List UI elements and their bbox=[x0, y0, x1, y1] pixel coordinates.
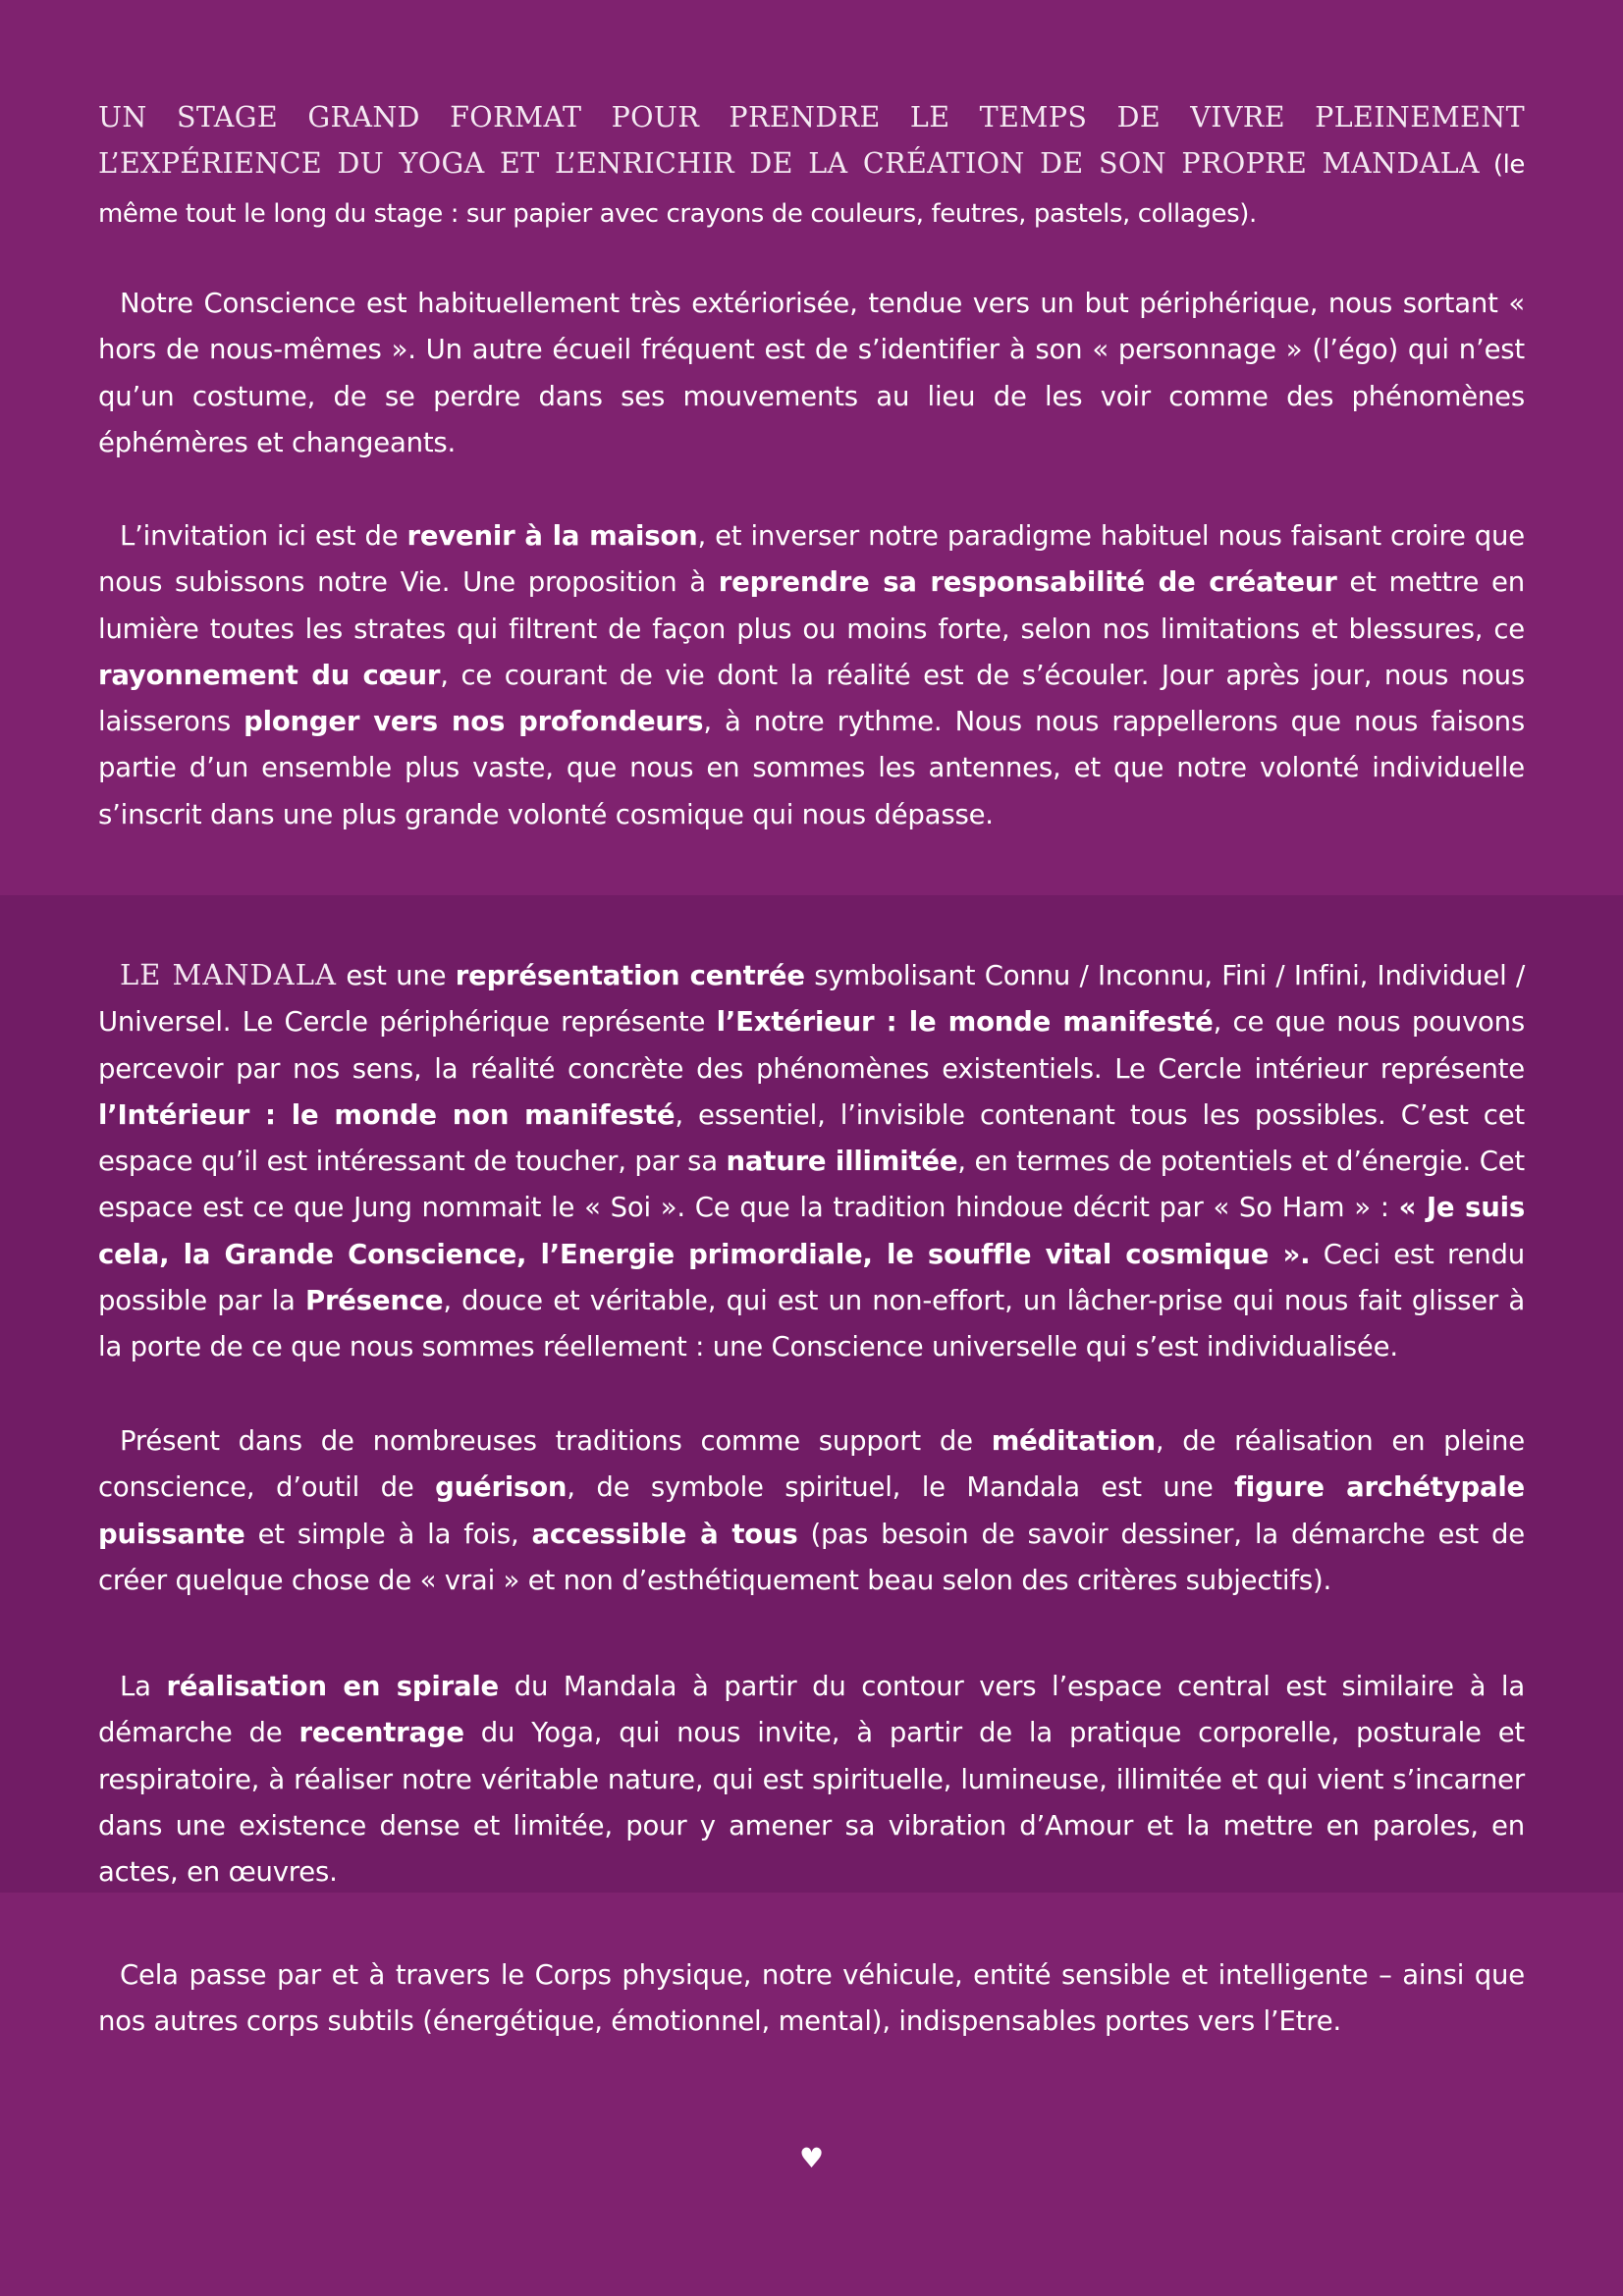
traditions-text-4: et simple à la fois, bbox=[244, 1518, 532, 1550]
invitation-text-1: L’invitation ici est de bbox=[120, 520, 407, 552]
conscience-text: Notre Conscience est habituellement très extériorisée, tendue vers un but périphérique, nous sortant « hors de nous-mêmes ». Un autre écueil fréquent est de s’identifier à son « personnage » (l’égo) qui n’est qu’un costume, de se perdre dans ses mouvements au lieu de les voir comme des phénomènes éphémères et changeants. bbox=[98, 288, 1525, 458]
spirale-text-2: du Mandala à partir du contour vers l’espace central est similaire à la démarche de bbox=[98, 1671, 1525, 1749]
invitation-bold-1: revenir à la maison bbox=[406, 520, 698, 552]
traditions-bold-4: accessible à tous bbox=[531, 1518, 798, 1550]
traditions-text-2: , de réalisation en pleine conscience, d’outil de bbox=[98, 1425, 1525, 1504]
invitation-text-2: , et inverser notre paradigme habituel nous faisant croire que nous subissons notre Vie. Une proposition à bbox=[98, 520, 1525, 599]
mandala-bold-1: représentation centrée bbox=[455, 960, 805, 991]
spirale-text-1: La bbox=[120, 1671, 167, 1702]
spirale-bold-1: réalisation en spirale bbox=[166, 1671, 500, 1702]
mandala-bold-2: l’Extérieur : le monde manifesté bbox=[716, 1006, 1214, 1039]
traditions-bold-3: figure archétypale puissante bbox=[98, 1471, 1525, 1550]
mandala-caps-title: LE MANDALA bbox=[120, 958, 337, 991]
traditions-text-5: (pas besoin de savoir dessiner, la démarche est de créer quelque chose de « vrai » et non d’esthétiquement beau selon des critères subjectifs). bbox=[98, 1518, 1525, 1596]
intro-caps-title: UN STAGE GRAND FORMAT POUR PRENDRE LE TEMPS DE VIVRE PLEINEMENT L’EXPÉRIENCE DU YOGA ET L’ENRICHIR DE LA CRÉATION DE SON PROPRE MANDALA bbox=[98, 101, 1525, 181]
corps-paragraph bbox=[98, 1952, 1525, 2046]
invitation-text-3: et mettre en lumière toutes les strates qui filtrent de façon plus ou moins forte, selon nos limitations et blessures, ce bbox=[98, 566, 1525, 645]
invitation-bold-4: plonger vers nos profondeurs bbox=[243, 706, 704, 738]
intro-heading bbox=[98, 94, 1525, 238]
invitation-paragraph bbox=[98, 513, 1525, 838]
mandala-text-7: , douce et véritable, qui est un non-effort, un lâcher-prise qui nous fait glisser à la porte de ce que nous sommes réellement : une Conscience universelle qui s’est individualisée. bbox=[98, 1285, 1525, 1363]
mandala-bold-6: Présence bbox=[304, 1285, 444, 1317]
spirale-bold-2: recentrage bbox=[298, 1717, 464, 1749]
traditions-paragraph bbox=[98, 1418, 1525, 1604]
mandala-text-5: , en termes de potentiels et d’énergie. Cet espace est ce que Jung nommait le « Soi ». Ce que la tradition hindoue décrit par « So Ham » : bbox=[98, 1146, 1525, 1224]
traditions-text-1: Présent dans de nombreuses traditions comme support de bbox=[120, 1425, 992, 1457]
corps-text: Cela passe par et à travers le Corps physique, notre véhicule, entité sensible et intelligente – ainsi que nos autres corps subtils (énergétique, émotionnel, mental), indispensables portes vers l’Etre. bbox=[98, 1959, 1525, 2038]
heart-icon bbox=[0, 2142, 1623, 2174]
mandala-bold-4: nature illimitée bbox=[726, 1146, 958, 1178]
conscience-paragraph bbox=[98, 281, 1525, 466]
mandala-text-3: , ce que nous pouvons percevoir par nos sens, la réalité concrète des phénomènes existentiels. Le Cercle intérieur représente bbox=[98, 1006, 1525, 1085]
mandala-bold-5: « Je suis cela, la Grande Conscience, l’Energie primordiale, le souffle vital cosmique ». bbox=[98, 1192, 1525, 1270]
mandala-paragraph bbox=[98, 952, 1525, 1371]
traditions-bold-2: guérison bbox=[435, 1471, 568, 1504]
mandala-text-6: Ceci est rendu possible par la bbox=[98, 1238, 1525, 1317]
mandala-bold-3: l’Intérieur : le monde non manifesté bbox=[98, 1098, 676, 1131]
invitation-text-5: , à notre rythme. Nous nous rappellerons que nous faisons partie d’un ensemble plus vaste, que nous en sommes les antennes, et que notre volonté individuelle s’inscrit dans une plus grande volonté cosmique qui nous dépasse. bbox=[98, 706, 1525, 830]
spirale-text-3: du Yoga, qui nous invite, à partir de la pratique corporelle, posturale et respiratoire, à réaliser notre véritable nature, qui est spirituelle, lumineuse, illimitée et qui vient s’incarner dans une existence dense et limitée, pour y amener sa vibration d’Amour et la mettre en paroles, en actes, en œuvres. bbox=[98, 1717, 1525, 1889]
traditions-bold-1: méditation bbox=[991, 1425, 1156, 1457]
invitation-bold-3: rayonnement du cœur bbox=[98, 659, 441, 691]
heart-glyph: ♥ bbox=[798, 2142, 825, 2174]
mandala-text-1: est une bbox=[336, 960, 456, 991]
mandala-text-2: symbolisant Connu / Inconnu, Fini / Infini, Individuel / Universel. Le Cercle périphérique représente bbox=[98, 960, 1526, 1039]
invitation-text-4: , ce courant de vie dont la réalité est de s’écouler. Jour après jour, nous nous laisserons bbox=[98, 659, 1525, 738]
mandala-text-4: , essentiel, l’invisible contenant tous les possibles. C’est cet espace qu’il est intéressant de toucher, par sa bbox=[98, 1098, 1526, 1178]
spirale-paragraph bbox=[98, 1664, 1525, 1896]
intro-note: (le même tout le long du stage : sur papier avec crayons de couleurs, feutres, pastels, collages). bbox=[98, 150, 1525, 229]
traditions-text-3: , de symbole spirituel, le Mandala est une bbox=[567, 1471, 1235, 1504]
invitation-bold-2: reprendre sa responsabilité de créateur bbox=[718, 566, 1337, 599]
